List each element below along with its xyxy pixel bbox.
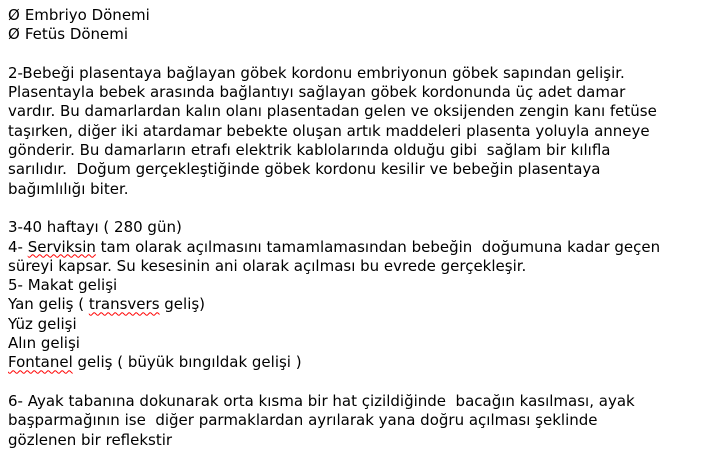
text-line[interactable] <box>8 64 714 83</box>
text-line[interactable] <box>8 102 714 121</box>
text-line[interactable] <box>8 160 714 179</box>
text-run: 5- Makat gelişi <box>8 276 118 295</box>
text-run: geliş ( büyük bıngıldak gelişi ) <box>72 353 302 372</box>
misspelled-word: transvers <box>88 295 160 314</box>
blank-line <box>8 199 714 218</box>
blank-line <box>8 373 714 392</box>
text-run: geliş) <box>159 295 206 314</box>
text-run: Fetüs Dönemi <box>24 25 129 44</box>
list-bullet-icon: Ø <box>8 25 20 44</box>
text-run: 3-40 haftayı ( 280 gün) <box>8 218 182 237</box>
bulleted-list-item[interactable] <box>8 6 714 25</box>
bulleted-list-item[interactable] <box>8 25 714 44</box>
text-line[interactable] <box>8 141 714 160</box>
text-line[interactable] <box>8 315 714 334</box>
text-run: Yüz gelişi <box>8 314 77 333</box>
text-line[interactable] <box>8 392 714 411</box>
text-run: vardır. Bu damarlardan kalın olanı plasentadan gelen ve oksijenden zengin kanı fetüse <box>8 102 657 121</box>
text-run: gözlenen bir reflekstir <box>8 430 173 449</box>
text-line[interactable] <box>8 180 714 199</box>
misspelled-word: Fontanel <box>8 353 73 372</box>
text-run: gönderir. Bu damarların etrafı elektrik kablolarında olduğu gibi sağlam bir kılıfla <box>8 141 611 160</box>
text-line[interactable] <box>8 238 714 257</box>
text-run: süreyi kapsar. Su kesesinin ani olarak açılması bu evrede gerçekleşir. <box>8 256 527 275</box>
text-run: sarılıdır. Doğum gerçekleştiğinde göbek kordonu kesilir ve bebeğin plasentaya <box>8 160 601 179</box>
misspelled-word: Serviksin <box>27 237 96 256</box>
text-line[interactable] <box>8 431 714 450</box>
list-bullet-icon: Ø <box>8 6 20 24</box>
text-line[interactable] <box>8 295 714 314</box>
text-run: tam olarak açılmasını tamamlamasından bebeğin doğumuna kadar geçen <box>95 237 661 256</box>
text-line[interactable] <box>8 334 714 353</box>
text-run: Alın gelişi <box>8 334 80 353</box>
text-line[interactable] <box>8 353 714 372</box>
text-line[interactable] <box>8 411 714 430</box>
text-line[interactable] <box>8 122 714 141</box>
text-line[interactable] <box>8 257 714 276</box>
text-run: bağımlılığı biter. <box>8 179 129 198</box>
text-run: taşırken, diğer iki atardamar bebekte oluşan artık maddeleri plasenta yoluyla anneye <box>8 121 650 140</box>
text-line[interactable] <box>8 276 714 295</box>
text-run: Yan geliş ( <box>8 295 89 314</box>
text-run: 4- <box>8 237 28 256</box>
text-line[interactable] <box>8 83 714 102</box>
text-run: 2-Bebeği plasentaya bağlayan göbek kordonu embriyonun göbek sapından gelişir. <box>8 63 625 82</box>
text-run: başparmağının ise diğer parmaklardan ayrılarak yana doğru açılması şeklinde <box>8 411 598 430</box>
text-run: Plasentayla bebek arasında bağlantıyı sağlayan göbek kordonunda üç adet damar <box>8 83 626 102</box>
text-run: Embriyo Dönemi <box>24 6 150 24</box>
text-run: 6- Ayak tabanına dokunarak orta kısma bir hat çizildiğinde bacağın kasılması, ayak <box>8 391 635 410</box>
text-line[interactable] <box>8 218 714 237</box>
blank-line <box>8 45 714 64</box>
